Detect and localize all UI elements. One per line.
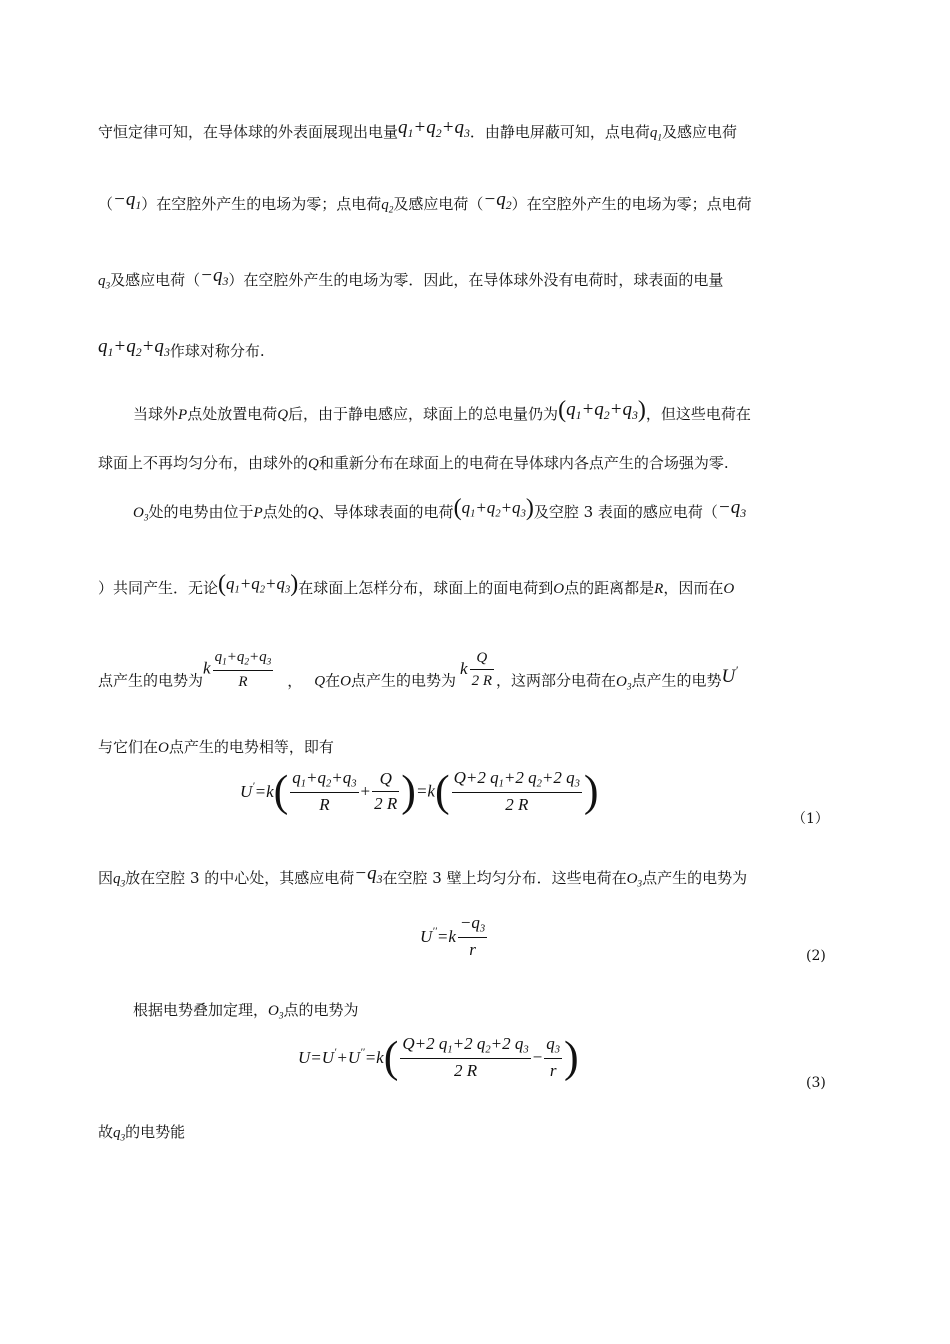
text-line-9: 点产生的电势为k $\frac{q_1+q_2+q_3}{R}$ ， Q在O点产生的电势为k $\frac{Q}{2 R}$ ，这两部分电荷在$O_3$点产生的电势U′: [98, 649, 738, 692]
text-line-8: ）共同产生．无论$(q_1+q_2+q_3)$在球面上怎样分布，球面上的面电荷到O点的距离都是R，因而在O: [98, 571, 735, 597]
text-line-5: 当球外P点处放置电荷Q后，由于静电感应，球面上的总电量仍为$(q_1+q_2+q_3)$，但这些电荷在: [133, 397, 751, 423]
text-line-3: $q_3$及感应电荷$(-q_3)$在空腔外产生的电场为零．因此，在导体球外没有电荷时，球表面的电量: [98, 265, 724, 292]
equation-1: U′=k( $\frac{q_1+q_2+q_3}{R}$ + $\frac{Q}{2 R}$ )=k( $\frac{Q+2 q_1+2 q_2+2 q_3}{2 R}$ ): [240, 766, 599, 816]
text-line-7: $O_3$处的电势由位于P点处的Q、导体球表面的电荷$(q_1+q_2+q_3)$及空腔 3 表面的感应电荷（$-q_3$: [133, 495, 747, 524]
equation-3: U=U′+U′′=k( $\frac{Q+2 q_1+2 q_2+2 q_3}{2 R}$ − $\frac{q_3}{r}$ ): [298, 1032, 579, 1082]
fraction-q-sum-over-R: $\frac{q_1+q_2+q_3}{R}$: [214, 649, 272, 691]
fraction-Q-over-2R: $\frac{Q}{2 R}$: [471, 650, 492, 690]
text-line-11: 因$q_3$放在空腔 3 的中心处，其感应电荷$-q_3$在空腔 3 壁上均匀分布．这些电荷在$O_3$点产生的电势为: [98, 863, 748, 890]
text-line-2: $(-q_1)$在空腔外产生的电场为零；点电荷$q_2$及感应电荷$(-q_2)$在空腔外产生的电场为零；点电荷: [98, 189, 752, 216]
text-line-12: 根据电势叠加定理，$O_3$点的电势为: [133, 1001, 359, 1022]
text-line-13: 故$q_3$的电势能: [98, 1123, 186, 1144]
text-line-10: 与它们在O点产生的电势相等，即有: [98, 738, 334, 756]
text-line-6: 球面上不再均匀分布，由球外的Q和重新分布在球面上的电荷在导体球内各点产生的合场强为零.: [98, 454, 729, 472]
math-q-sum: $q_1+q_2+q_3$: [398, 117, 470, 141]
text-line-4: $q_1+q_2+q_3$作球对称分布.: [98, 336, 265, 360]
text-line-1: 守恒定律可知，在导体球的外表面展现出电量$q_1+q_2+q_3$．由静电屏蔽可知，点电荷$q_1$及感应电荷: [98, 117, 738, 144]
equation-3-tag: (3): [806, 1075, 826, 1091]
equation-2: U′′=k $\frac{-q_3}{r}$: [420, 913, 486, 959]
equation-1-tag: （1）: [792, 811, 829, 827]
equation-2-tag: (2): [806, 948, 826, 964]
